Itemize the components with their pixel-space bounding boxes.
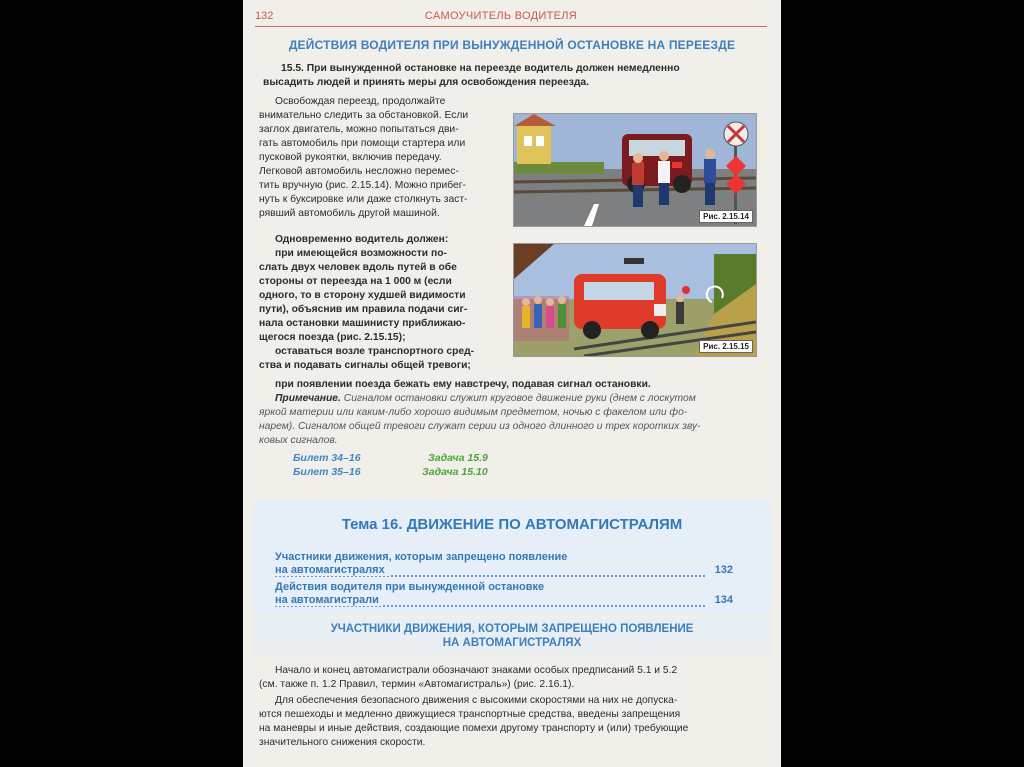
toc-entry-2[interactable] bbox=[275, 594, 733, 608]
toc-entry-1-line1[interactable]: Участники движения, которым запрещено появление bbox=[275, 551, 568, 563]
driver-must-list: Одновременно водитель должен: при имеющейся возможности по- слать двух человек вдоль путей в обе стороны от переезда на 1 000 м (если одного, то в сторону худшей видимости пути), объяснив им правила подачи сиг- нала остановки машинисту приближаю- щегося поезда (рис. 2.15.15); оставаться возле транспортного сред- ства и подавать сигналы общей тревоги; bbox=[259, 234, 475, 371]
paragraph-freeing-crossing: Освобождая переезд, продолжайте внимательно следить за обстановкой. Если заглох двигатель, можно попытаться дви- гать автомобиль при помощи стартера или пусковой рукоятки, включив передачу. Легковой автомобиль несложно перемес- тить вручную (рис. 2.15.14). Можно прибег- нуть к буксировке или даже столкнуть заст- рявший автомобиль другой машиной. bbox=[259, 96, 469, 219]
book-title: САМОУЧИТЕЛЬ ВОДИТЕЛЯ bbox=[424, 10, 577, 22]
book-page bbox=[243, 0, 781, 767]
toc-entry-2-line2: на автомагистрали bbox=[275, 594, 383, 606]
page-number: 132 bbox=[255, 10, 274, 22]
figure-2-15-15 bbox=[513, 243, 757, 357]
section2-paragraph-1: Начало и конец автомагистрали обозначают знаками особых предписаний 5.1 и 5.2 (см. также п. 1.2 Правил, термин «Автомагистраль») (рис. 2.16.1). bbox=[259, 665, 678, 690]
figure-caption: Рис. 2.15.14 bbox=[699, 210, 753, 223]
item-train-appears: при появлении поезда бежать ему навстречу, подавая сигнал остановки. bbox=[275, 379, 651, 390]
section2-title: УЧАСТНИКИ ДВИЖЕНИЯ, КОТОРЫМ ЗАПРЕЩЕНО ПОЯВЛЕНИЕ НА АВТОМАГИСТРАЛЯХ bbox=[330, 623, 694, 649]
page-header bbox=[255, 8, 767, 27]
toc-entry-2-page: 134 bbox=[712, 594, 733, 606]
ticket-link-2[interactable]: Билет 35–16 bbox=[293, 466, 361, 478]
toc-entry-1[interactable] bbox=[275, 564, 733, 578]
note: Примечание. Сигналом остановки служит круговое движение руки (днем с лоскутом яркой материи или каким-либо хорошо видимым предметом, ночью с факелом или фо- нарем). Сигналом общей тревоги служат серии из одного длинного и трех коротких зву- ковых сигналов. bbox=[259, 393, 701, 446]
figure-2-15-14 bbox=[513, 113, 757, 227]
toc-entry-1-line2: на автомагистралях bbox=[275, 564, 389, 576]
figure-caption: Рис. 2.15.15 bbox=[699, 340, 753, 353]
topic-title: Тема 16. ДВИЖЕНИЕ ПО АВТОМАГИСТРАЛЯМ bbox=[341, 516, 683, 533]
section-title: ДЕЙСТВИЯ ВОДИТЕЛЯ ПРИ ВЫНУЖДЕННОЙ ОСТАНОВКЕ НА ПЕРЕЕЗДЕ bbox=[288, 38, 736, 52]
section2-paragraph-2: Для обеспечения безопасного движения с высокими скоростями на них не допуска- ются пешеходы и медленно движущиеся транспортные средства, введены запрещения на маневры и иные действия, создающие помехи другому транспорту и (или) требующие значительного снижения скорости. bbox=[259, 695, 689, 748]
ticket-link-1[interactable]: Билет 34–16 bbox=[293, 452, 361, 464]
toc-entry-2-line1[interactable]: Действия водителя при вынужденной остановке bbox=[275, 581, 545, 593]
toc-entry-1-page: 132 bbox=[712, 564, 733, 576]
task-link-1[interactable]: Задача 15.9 bbox=[428, 452, 488, 464]
rule-15-5: 15.5. При вынужденной остановке на переезде водитель должен немедленно высадить людей и принять меры для освобождения переезда. bbox=[263, 63, 680, 88]
task-link-2[interactable]: Задача 15.10 bbox=[422, 466, 488, 478]
